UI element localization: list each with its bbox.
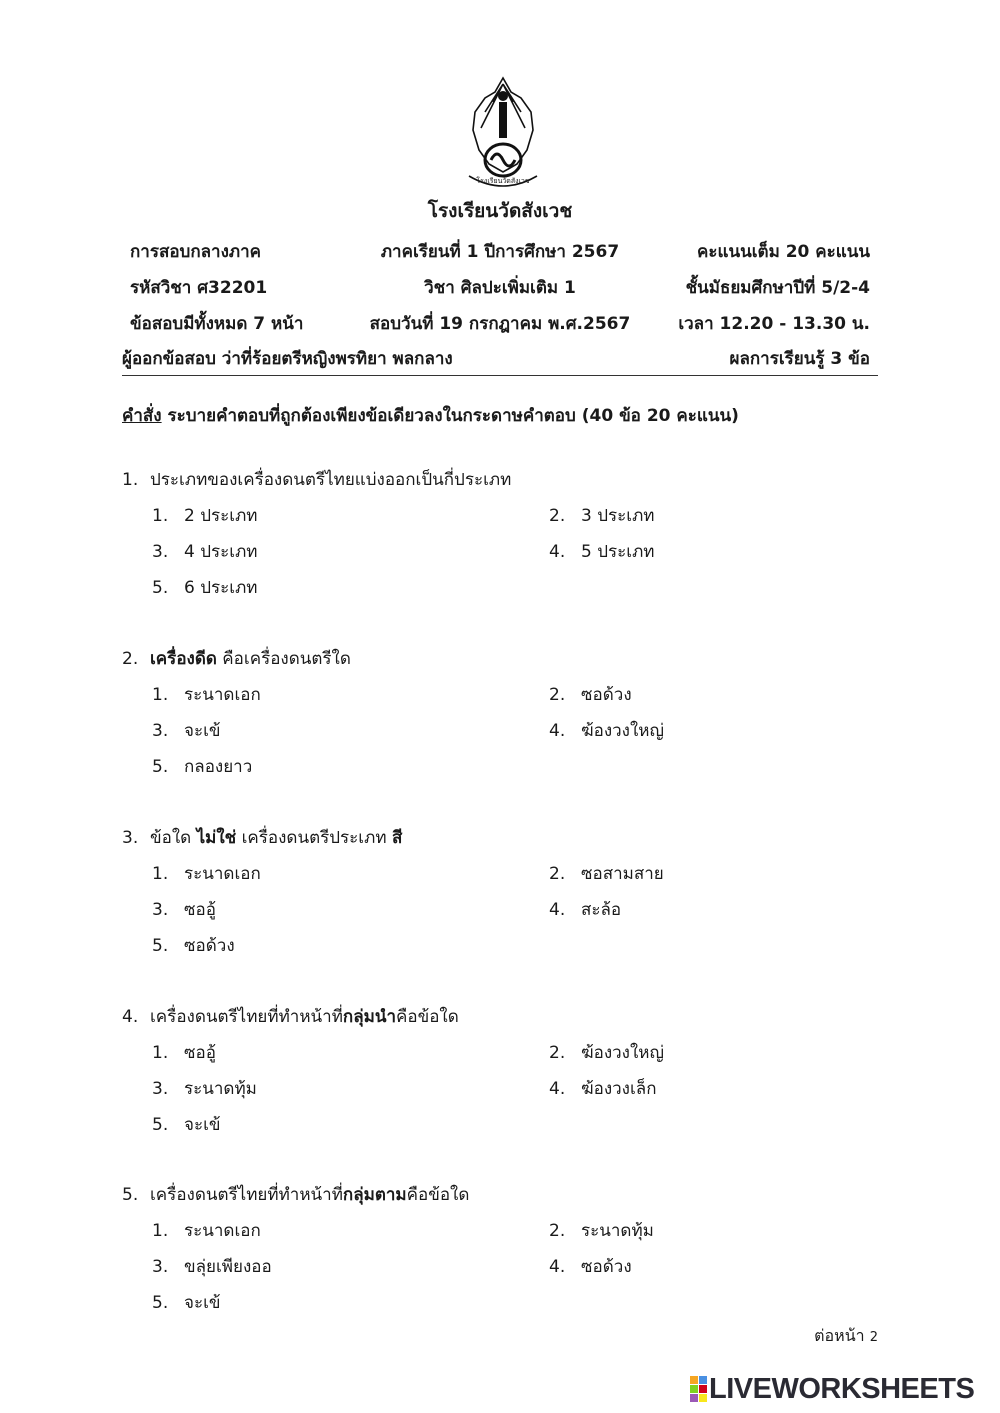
option-number: 1. — [152, 1221, 169, 1241]
option-text: 6 ประเภท — [184, 578, 258, 598]
option-text: 4 ประเภท — [184, 542, 258, 562]
header-divider — [122, 375, 878, 376]
continue-text: ต่อหน้า — [814, 1326, 865, 1345]
exam-date: สอบวันที่ 19 กรกฎาคม พ.ศ.2567 — [369, 314, 631, 334]
option-number: 5. — [152, 757, 169, 777]
header-row-4 — [122, 345, 870, 373]
question-number: 5. — [122, 1185, 139, 1205]
option-number: 1. — [152, 506, 169, 526]
option-number: 5. — [152, 578, 169, 598]
option-text: 5 ประเภท — [581, 542, 655, 562]
question-number: 4. — [122, 1007, 139, 1027]
question-text: เครื่องดนตรีไทยที่ทำหน้าที่ — [150, 1007, 343, 1027]
option-number: 4. — [549, 1079, 566, 1099]
question-text: เครื่องดีด — [150, 649, 217, 669]
option-text: ซอสามสาย — [581, 864, 664, 884]
option-text: จะเข้ — [184, 721, 221, 741]
answer-option[interactable] — [152, 574, 258, 601]
school-logo — [455, 72, 551, 194]
answer-option[interactable] — [152, 896, 216, 923]
option-number: 5. — [152, 1293, 169, 1313]
option-text: ซออู้ — [184, 900, 216, 920]
option-text: ซอด้วง — [581, 1257, 632, 1277]
instruction — [122, 402, 739, 429]
option-text: ซออู้ — [184, 1043, 216, 1063]
answer-option[interactable] — [152, 932, 235, 959]
option-number: 1. — [152, 1043, 169, 1063]
question-text: ข้อใด — [150, 828, 197, 848]
question-text: สี — [391, 828, 403, 848]
answer-option[interactable] — [549, 1039, 664, 1066]
subject-code: รหัสวิชา ศ32201 — [130, 278, 268, 298]
option-number: 1. — [152, 864, 169, 884]
option-number: 3. — [152, 542, 169, 562]
answer-option[interactable] — [152, 1075, 257, 1102]
option-text: ฆ้องวงใหญ่ — [581, 721, 664, 741]
question-text: ประเภทของเครื่องดนตรีไทยแบ่งออกเป็นกี่ประเภท — [150, 470, 512, 490]
option-number: 2. — [549, 864, 566, 884]
semester: ภาคเรียนที่ 1 ปีการศึกษา 2567 — [380, 242, 620, 262]
answer-option[interactable] — [152, 1253, 272, 1280]
brand-block — [690, 1376, 698, 1384]
question-text: กลุ่มนำ — [342, 1007, 397, 1027]
option-text: 2 ประเภท — [184, 506, 258, 526]
exam-type: การสอบกลางภาค — [130, 242, 262, 262]
answer-option[interactable] — [549, 896, 621, 923]
option-text: ระนาดทุ้ม — [184, 1079, 257, 1099]
question-4 — [122, 1003, 459, 1030]
option-text: ซอด้วง — [581, 685, 632, 705]
answer-option[interactable] — [152, 538, 258, 565]
header-row-2 — [130, 274, 870, 302]
question-text: คือข้อใด — [396, 1007, 459, 1027]
brand-block — [690, 1394, 698, 1402]
option-text: ระนาดเอก — [184, 685, 261, 705]
option-number: 3. — [152, 721, 169, 741]
subject-name: วิชา ศิลปะเพิ่มเติม 1 — [424, 278, 576, 298]
answer-option[interactable] — [152, 1217, 261, 1244]
option-number: 4. — [549, 542, 566, 562]
question-text: เครื่องดนตรีประเภท — [236, 828, 392, 848]
option-text: ขลุ่ยเพียงออ — [184, 1257, 272, 1277]
option-number: 3. — [152, 1079, 169, 1099]
option-number: 4. — [549, 900, 566, 920]
option-text: ระนาดเอก — [184, 864, 261, 884]
answer-option[interactable] — [152, 502, 258, 529]
answer-option[interactable] — [549, 681, 632, 708]
question-1 — [122, 466, 511, 493]
question-3 — [122, 824, 402, 851]
answer-option[interactable] — [152, 1289, 221, 1316]
option-text: ซอด้วง — [184, 936, 235, 956]
brand-block — [699, 1385, 707, 1393]
option-number: 4. — [549, 1257, 566, 1277]
grade-level: ชั้นมัธยมศึกษาปีที่ 5/2-4 — [685, 278, 870, 298]
page-footer — [814, 1324, 878, 1349]
answer-option[interactable] — [152, 753, 252, 780]
school-name: โรงเรียนวัดสังเวช — [427, 200, 573, 222]
brand-block — [699, 1376, 707, 1384]
option-text: จะเข้ — [184, 1293, 221, 1313]
liveworksheets-brand — [690, 1374, 974, 1404]
question-number: 2. — [122, 649, 139, 669]
exam-author: ผู้ออกข้อสอบ ว่าที่ร้อยตรีหญิงพรทิยา พลกลาง — [122, 349, 453, 369]
answer-option[interactable] — [152, 717, 221, 744]
instruction-text: ระบายคำตอบที่ถูกต้องเพียงข้อเดียวลงในกระดาษคำตอบ (40 ข้อ 20 คะแนน) — [161, 406, 739, 426]
option-text: สะล้อ — [581, 900, 622, 920]
brand-block — [699, 1394, 707, 1402]
option-number: 2. — [549, 1221, 566, 1241]
question-number: 3. — [122, 828, 139, 848]
question-text: ไม่ใช่ — [196, 828, 237, 848]
header-row-1 — [130, 238, 870, 266]
option-text: ฆ้องวงใหญ่ — [581, 1043, 664, 1063]
question-number: 1. — [122, 470, 139, 490]
question-2 — [122, 645, 351, 672]
brand-logo-icon — [690, 1376, 706, 1402]
question-text: คือข้อใด — [406, 1185, 470, 1205]
page-count: ข้อสอบมีทั้งหมด 7 หน้า — [130, 314, 304, 334]
answer-option[interactable] — [152, 1111, 221, 1138]
next-page-number: 2 — [869, 1330, 878, 1345]
learning-outcomes: ผลการเรียนรู้ 3 ข้อ — [729, 349, 870, 369]
question-5 — [122, 1181, 469, 1208]
answer-option[interactable] — [549, 860, 664, 887]
full-score: คะแนนเต็ม 20 คะแนน — [697, 242, 870, 262]
option-number: 3. — [152, 900, 169, 920]
option-text: ฆ้องวงเล็ก — [581, 1079, 657, 1099]
answer-option[interactable] — [549, 1253, 632, 1280]
option-text: กลองยาว — [184, 757, 253, 777]
option-text: ระนาดทุ้ม — [581, 1221, 654, 1241]
answer-option[interactable] — [549, 1217, 654, 1244]
answer-option[interactable] — [549, 1075, 657, 1102]
option-text: 3 ประเภท — [581, 506, 655, 526]
answer-option[interactable] — [549, 538, 655, 565]
option-number: 5. — [152, 936, 169, 956]
header-row-3 — [130, 310, 870, 338]
option-number: 2. — [549, 1043, 566, 1063]
instruction-label: คำสั่ง — [122, 406, 162, 426]
exam-time: เวลา 12.20 - 13.30 น. — [678, 314, 870, 334]
answer-option[interactable] — [549, 717, 664, 744]
option-number: 4. — [549, 721, 566, 741]
question-text: กลุ่มตาม — [342, 1185, 407, 1205]
option-number: 2. — [549, 685, 566, 705]
question-text: คือเครื่องดนตรีใด — [216, 649, 351, 669]
option-number: 5. — [152, 1115, 169, 1135]
answer-option[interactable] — [549, 502, 655, 529]
option-text: จะเข้ — [184, 1115, 221, 1135]
option-text: ระนาดเอก — [184, 1221, 261, 1241]
logo-text: โรงเรียนวัดสังเวช — [476, 177, 530, 185]
answer-option[interactable] — [152, 860, 261, 887]
brand-name: LIVEWORKSHEETS — [709, 1372, 975, 1405]
question-text: เครื่องดนตรีไทยที่ทำหน้าที่ — [150, 1185, 343, 1205]
brand-block — [690, 1385, 698, 1393]
answer-option[interactable] — [152, 1039, 216, 1066]
answer-option[interactable] — [152, 681, 261, 708]
option-number: 2. — [549, 506, 566, 526]
option-number: 3. — [152, 1257, 169, 1277]
option-number: 1. — [152, 685, 169, 705]
